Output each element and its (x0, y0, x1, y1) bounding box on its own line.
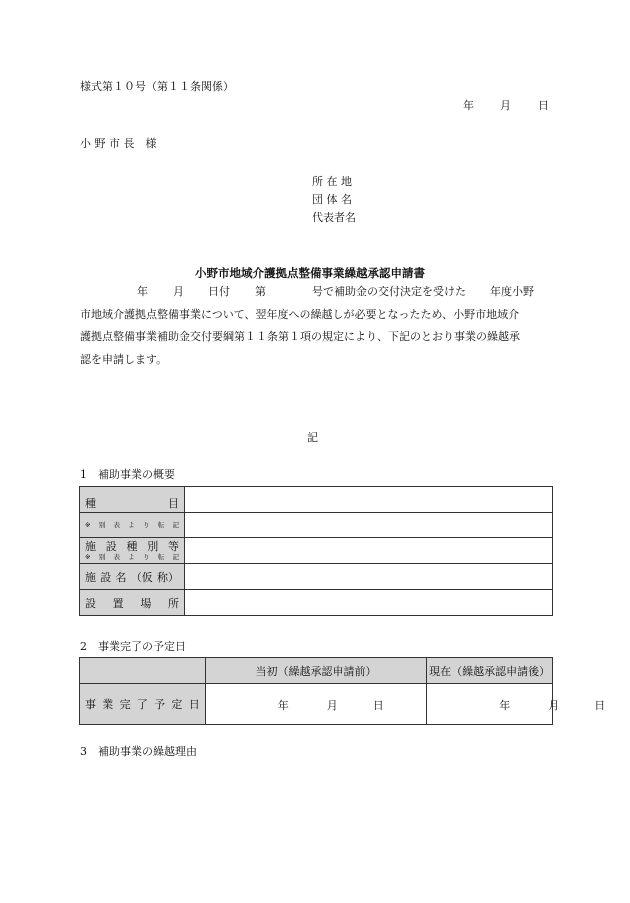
location-label-text: 設 置 場 所 (85, 596, 179, 610)
table-row (80, 684, 553, 725)
current-date-cell[interactable] (427, 684, 606, 725)
ki-note: 記 (307, 431, 318, 444)
category-sub-value[interactable] (185, 513, 553, 538)
representative-label: 代表者名 (312, 211, 356, 224)
document-title: 小野市地域介護拠点整備事業繰越承認申請書 (195, 266, 425, 280)
current-date (427, 684, 606, 724)
category-label (80, 487, 185, 513)
current-year: 年 (499, 699, 511, 712)
addressee: 小 野 市 長 様 (80, 137, 157, 150)
blank-year: 年 (137, 285, 148, 298)
current-day: 日 (594, 699, 606, 712)
location-label (80, 590, 185, 616)
initial-year: 年 (277, 699, 289, 712)
section-1-heading: 1 補助事業の概要 (80, 468, 175, 481)
col-initial-header: 当初（繰越承認申請前） (205, 658, 427, 684)
category-note-text: ※ 別 表 よ り 転 記 (85, 521, 179, 529)
table-row (80, 658, 553, 684)
category-value[interactable] (185, 487, 553, 513)
body-line-2: 市地域介護拠点整備事業について、翌年度への繰越しが必要となったため、小野市地域介 (80, 307, 520, 321)
date-day: 日 (538, 99, 549, 112)
body-line-3: 護拠点整備事業補助金交付要綱第１１条第１項の規定により、下記のとおり事業の繰越承 (80, 330, 520, 343)
facility-type-value[interactable] (185, 538, 553, 564)
initial-date (206, 684, 427, 724)
address-label: 所 在 地 (312, 175, 352, 188)
body-line-4: 認を申請します。 (80, 352, 168, 366)
blank-month: 月 (173, 285, 184, 298)
body-paragraph (80, 281, 554, 371)
table-row (80, 513, 553, 538)
initial-date-cell[interactable] (205, 684, 427, 725)
category-label-text: 種 目 (85, 496, 179, 510)
facility-type-note: ※ 別 表 よ り 転 記 (85, 553, 179, 561)
body-line-1-end: 年度小野 (490, 285, 534, 298)
facility-name-label (80, 564, 185, 590)
body-line-1-text: 号で補助金の交付決定を受けた (312, 285, 466, 298)
completion-date-label-text: 事 業 完 了 予 定 日 (85, 698, 200, 711)
body-line-1 (80, 281, 554, 304)
project-overview-table (79, 486, 553, 616)
group-name-label: 団 体 名 (312, 193, 352, 206)
completion-date-table (79, 657, 606, 725)
blank-no: 第 (255, 285, 266, 298)
category-note (80, 513, 185, 538)
table-row (80, 538, 553, 564)
table-row (80, 590, 553, 616)
location-value[interactable] (185, 590, 553, 616)
facility-type-label-text: 施 設 種 別 等 (85, 540, 179, 553)
date-year: 年 (463, 99, 474, 112)
form-number: 様式第１０号（第１１条関係） (80, 80, 234, 93)
header-blank (80, 658, 206, 684)
section-2-heading: 2 事業完了の予定日 (80, 640, 186, 653)
completion-date-label (80, 684, 206, 725)
table-row (80, 487, 553, 513)
date-month: 月 (500, 99, 511, 112)
blank-day: 日付 (208, 285, 230, 298)
facility-type-label (80, 538, 185, 564)
col-current-header: 現在（繰越承認申請後） (427, 658, 553, 684)
facility-name-label-text: 施 設 名 （仮 称） (85, 570, 179, 584)
facility-name-value[interactable] (185, 564, 553, 590)
current-month: 月 (548, 699, 560, 712)
section-3-heading: 3 補助事業の繰越理由 (80, 745, 197, 758)
initial-month: 月 (326, 699, 338, 712)
table-row (80, 564, 553, 590)
initial-day: 日 (372, 699, 384, 712)
